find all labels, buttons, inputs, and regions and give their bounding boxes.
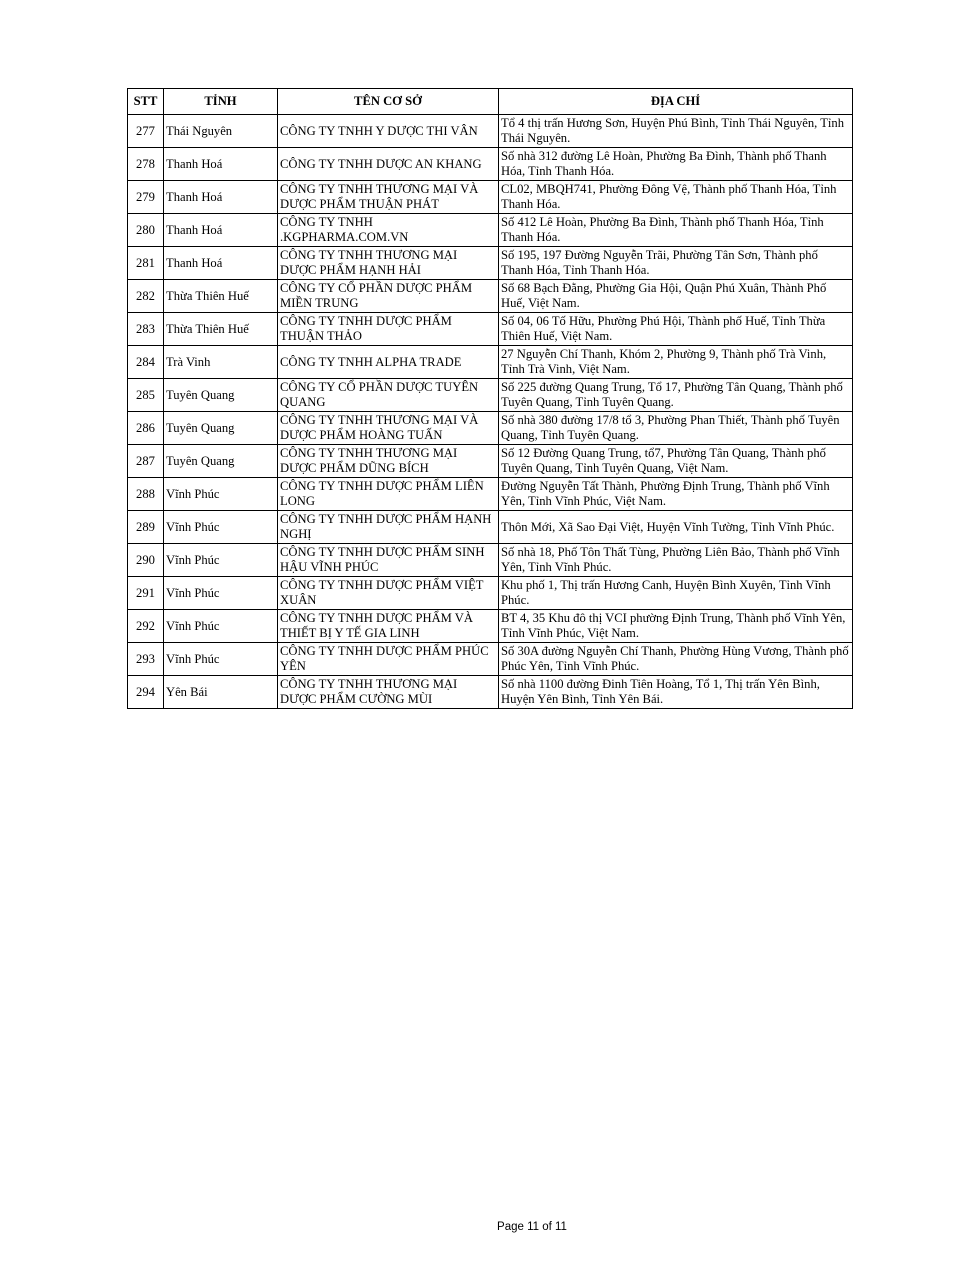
cell-address: Thôn Mới, Xã Sao Đại Việt, Huyện Vĩnh Tường, Tỉnh Vĩnh Phúc.: [499, 511, 853, 544]
cell-stt: 291: [128, 577, 164, 610]
cell-address: Số 68 Bạch Đằng, Phường Gia Hội, Quận Phú Xuân, Thành Phố Huế, Việt Nam.: [499, 280, 853, 313]
table-row: [128, 346, 853, 379]
cell-facility-name: CÔNG TY TNHH THƯƠNG MẠI DƯỢC PHẨM CƯỜNG MÙI: [278, 676, 499, 709]
cell-address: Số 30A đường Nguyễn Chí Thanh, Phường Hùng Vương, Thành phố Phúc Yên, Tỉnh Vĩnh Phúc.: [499, 643, 853, 676]
cell-address: Số nhà 1100 đường Đinh Tiên Hoàng, Tổ 1, Thị trấn Yên Bình, Huyện Yên Bình, Tỉnh Yên Bái.: [499, 676, 853, 709]
cell-address: Khu phố 1, Thị trấn Hương Canh, Huyện Bình Xuyên, Tỉnh Vĩnh Phúc.: [499, 577, 853, 610]
table-row: [128, 544, 853, 577]
cell-province: Thanh Hoá: [164, 214, 278, 247]
cell-stt: 294: [128, 676, 164, 709]
cell-stt: 292: [128, 610, 164, 643]
cell-facility-name: CÔNG TY TNHH ALPHA TRADE: [278, 346, 499, 379]
cell-address: Tổ 4 thị trấn Hương Sơn, Huyện Phú Bình, Tỉnh Thái Nguyên, Tỉnh Thái Nguyên.: [499, 115, 853, 148]
cell-facility-name: CÔNG TY TNHH THƯƠNG MẠI VÀ DƯỢC PHẨM HOÀNG TUẤN: [278, 412, 499, 445]
cell-address: Số nhà 18, Phố Tôn Thất Tùng, Phường Liên Bảo, Thành phố Vĩnh Yên, Tỉnh Vĩnh Phúc.: [499, 544, 853, 577]
header-stt: STT: [128, 89, 164, 115]
table-row: [128, 181, 853, 214]
cell-address: 27 Nguyễn Chí Thanh, Khóm 2, Phường 9, Thành phố Trà Vinh, Tỉnh Trà Vinh, Việt Nam.: [499, 346, 853, 379]
cell-stt: 282: [128, 280, 164, 313]
cell-province: Vĩnh Phúc: [164, 478, 278, 511]
cell-facility-name: CÔNG TY TNHH DƯỢC PHẨM THUẬN THẢO: [278, 313, 499, 346]
table-row: [128, 643, 853, 676]
table-row: [128, 511, 853, 544]
cell-facility-name: CÔNG TY CỔ PHẦN DƯỢC PHẨM MIỀN TRUNG: [278, 280, 499, 313]
cell-stt: 285: [128, 379, 164, 412]
table-row: [128, 280, 853, 313]
cell-province: Vĩnh Phúc: [164, 577, 278, 610]
table-row: [128, 313, 853, 346]
cell-stt: 278: [128, 148, 164, 181]
cell-facility-name: CÔNG TY TNHH DƯỢC AN KHANG: [278, 148, 499, 181]
cell-facility-name: CÔNG TY TNHH DƯỢC PHẨM HẠNH NGHỊ: [278, 511, 499, 544]
cell-facility-name: CÔNG TY TNHH .KGPHARMA.COM.VN: [278, 214, 499, 247]
cell-stt: 283: [128, 313, 164, 346]
cell-province: Tuyên Quang: [164, 412, 278, 445]
cell-stt: 290: [128, 544, 164, 577]
cell-stt: 277: [128, 115, 164, 148]
cell-stt: 288: [128, 478, 164, 511]
table-row: [128, 412, 853, 445]
cell-stt: 279: [128, 181, 164, 214]
cell-facility-name: CÔNG TY TNHH Y DƯỢC THI VÂN: [278, 115, 499, 148]
cell-address: Số 195, 197 Đường Nguyễn Trãi, Phường Tân Sơn, Thành phố Thanh Hóa, Tỉnh Thanh Hóa.: [499, 247, 853, 280]
cell-facility-name: CÔNG TY TNHH DƯỢC PHẨM LIÊN LONG: [278, 478, 499, 511]
cell-address: Số nhà 380 đường 17/8 tổ 3, Phường Phan Thiết, Thành phố Tuyên Quang, Tỉnh Tuyên Quang.: [499, 412, 853, 445]
header-province: TỈNH: [164, 89, 278, 115]
cell-province: Thừa Thiên Huế: [164, 280, 278, 313]
cell-facility-name: CÔNG TY TNHH DƯỢC PHẨM PHÚC YÊN: [278, 643, 499, 676]
table-row: [128, 214, 853, 247]
cell-address: Số 12 Đường Quang Trung, tổ7, Phường Tân Quang, Thành phố Tuyên Quang, Tỉnh Tuyên Quang, Việt Nam.: [499, 445, 853, 478]
table-row: [128, 676, 853, 709]
cell-province: Thừa Thiên Huế: [164, 313, 278, 346]
cell-facility-name: CÔNG TY TNHH THƯƠNG MẠI VÀ DƯỢC PHẨM THUẬN PHÁT: [278, 181, 499, 214]
cell-province: Thanh Hoá: [164, 148, 278, 181]
cell-province: Thanh Hoá: [164, 181, 278, 214]
header-facility-name: TÊN CƠ SỞ: [278, 89, 499, 115]
cell-stt: 284: [128, 346, 164, 379]
cell-stt: 287: [128, 445, 164, 478]
table-row: [128, 577, 853, 610]
cell-province: Vĩnh Phúc: [164, 643, 278, 676]
cell-facility-name: CÔNG TY TNHH THƯƠNG MẠI DƯỢC PHẨM DŨNG BÍCH: [278, 445, 499, 478]
cell-province: Thái Nguyên: [164, 115, 278, 148]
page-number: Page 11 of 11: [497, 1221, 567, 1233]
cell-province: Tuyên Quang: [164, 445, 278, 478]
cell-address: Số nhà 312 đường Lê Hoàn, Phường Ba Đình, Thành phố Thanh Hóa, Tỉnh Thanh Hóa.: [499, 148, 853, 181]
table-row: [128, 445, 853, 478]
cell-province: Trà Vinh: [164, 346, 278, 379]
header-address: ĐỊA CHỈ: [499, 89, 853, 115]
cell-province: Tuyên Quang: [164, 379, 278, 412]
table-row: [128, 115, 853, 148]
cell-stt: 280: [128, 214, 164, 247]
cell-address: Số 04, 06 Tố Hữu, Phường Phú Hội, Thành phố Huế, Tỉnh Thừa Thiên Huế, Việt Nam.: [499, 313, 853, 346]
cell-address: CL02, MBQH741, Phường Đông Vệ, Thành phố Thanh Hóa, Tỉnh Thanh Hóa.: [499, 181, 853, 214]
cell-facility-name: CÔNG TY TNHH THƯƠNG MẠI DƯỢC PHẨM HẠNH HẢI: [278, 247, 499, 280]
cell-province: Vĩnh Phúc: [164, 511, 278, 544]
cell-address: BT 4, 35 Khu đô thị VCI phường Định Trung, Thành phố Vĩnh Yên, Tỉnh Vĩnh Phúc, Việt Nam.: [499, 610, 853, 643]
cell-stt: 286: [128, 412, 164, 445]
cell-province: Vĩnh Phúc: [164, 544, 278, 577]
table-header-row: [128, 89, 853, 115]
cell-province: Thanh Hoá: [164, 247, 278, 280]
table-row: [128, 148, 853, 181]
cell-address: Số 225 đường Quang Trung, Tổ 17, Phường Tân Quang, Thành phố Tuyên Quang, Tỉnh Tuyên Quang.: [499, 379, 853, 412]
cell-facility-name: CÔNG TY TNHH DƯỢC PHẨM VÀ THIẾT BỊ Y TẾ GIA LINH: [278, 610, 499, 643]
facility-table: [127, 88, 853, 709]
cell-stt: 293: [128, 643, 164, 676]
cell-stt: 289: [128, 511, 164, 544]
table-row: [128, 379, 853, 412]
cell-facility-name: CÔNG TY TNHH DƯỢC PHẨM SINH HẬU VĨNH PHÚC: [278, 544, 499, 577]
table-body: [128, 115, 853, 709]
cell-facility-name: CÔNG TY TNHH DƯỢC PHẨM VIỆT XUÂN: [278, 577, 499, 610]
cell-facility-name: CÔNG TY CỔ PHẦN DƯỢC TUYÊN QUANG: [278, 379, 499, 412]
cell-stt: 281: [128, 247, 164, 280]
table-row: [128, 610, 853, 643]
cell-address: Đường Nguyễn Tất Thành, Phường Định Trung, Thành phố Vĩnh Yên, Tỉnh Vĩnh Phúc, Việt Nam.: [499, 478, 853, 511]
table-row: [128, 247, 853, 280]
cell-address: Số 412 Lê Hoàn, Phường Ba Đình, Thành phố Thanh Hóa, Tỉnh Thanh Hóa.: [499, 214, 853, 247]
cell-province: Yên Bái: [164, 676, 278, 709]
cell-province: Vĩnh Phúc: [164, 610, 278, 643]
table-row: [128, 478, 853, 511]
